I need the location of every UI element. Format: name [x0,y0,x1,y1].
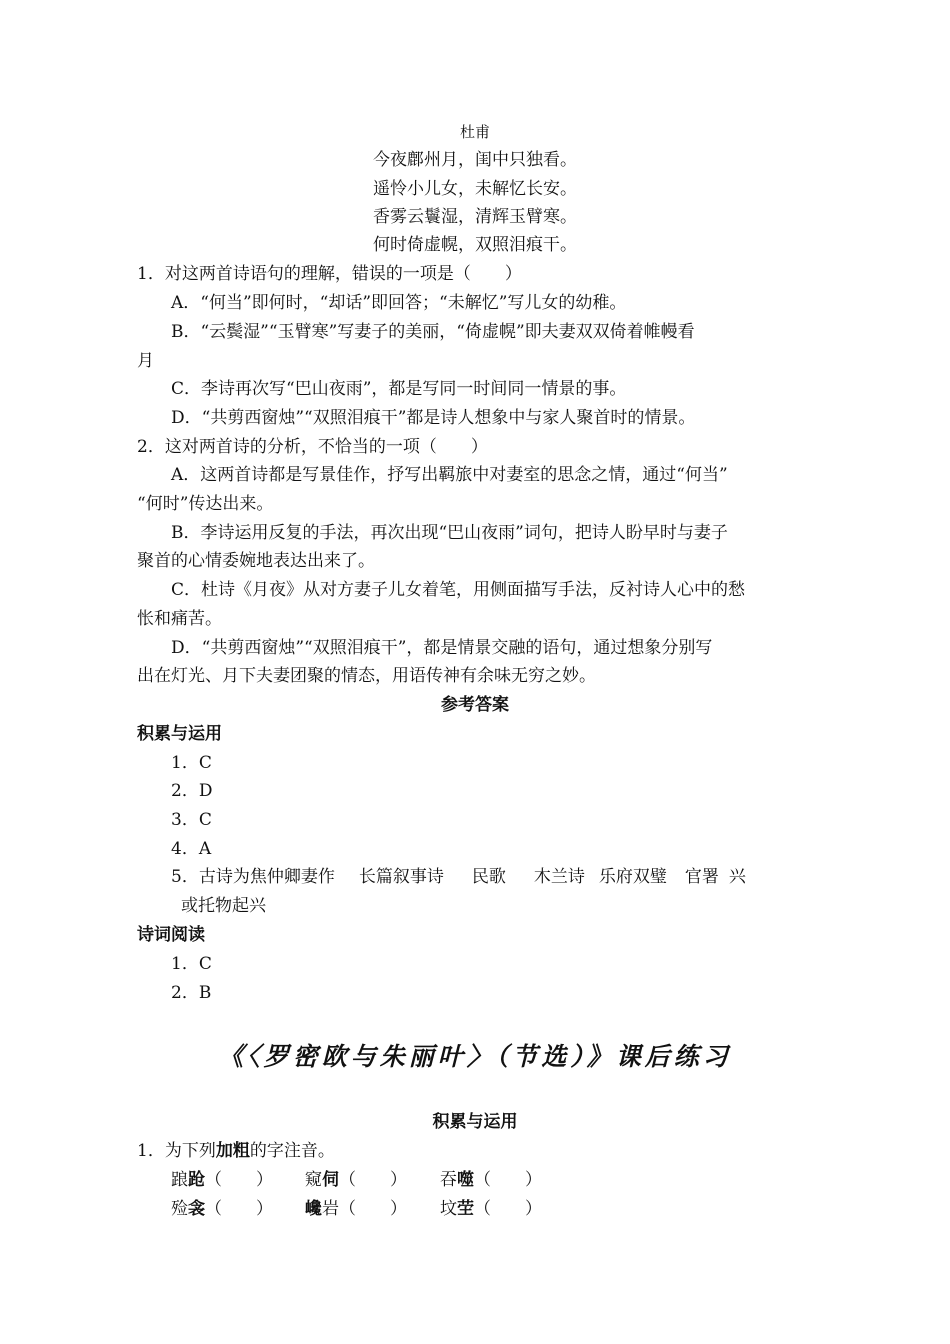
option-d: D．“共剪西窗烛”“双照泪痕干”都是诗人想象中与家人聚首时的情景。 [171,408,696,428]
option-c: C．杜诗《月夜》从对方妻子儿女着笔，用侧面描写手法，反衬诗人心中的愁 [171,580,746,600]
answer-item-5 [171,865,746,889]
answer-part: 官署 [684,867,719,887]
poem-line: 香雾云鬟湿，清辉玉臂寒。 [373,207,577,227]
pinyin-item: 吞噬（ ） [440,1170,542,1190]
answer-item: 1．C [171,954,212,974]
option-b-continued: 月 [137,351,154,371]
pinyin-item: 窥伺（ ） [305,1170,407,1190]
option-d-continued: 出在灯光、月下夫妻团聚的情态，用语传神有余味无穷之妙。 [137,666,596,686]
poem-line: 何时倚虚幌，双照泪痕干。 [373,235,577,255]
option-c-continued: 怅和痛苦。 [137,609,222,629]
poem-line: 遥怜小儿女，未解忆长安。 [373,179,577,199]
answer-part: 木兰诗 [533,867,585,887]
answers-section-title: 积累与运用 [137,724,222,744]
answer-item: 4．A [171,839,212,859]
option-a-continued: “何时”传达出来。 [137,494,274,514]
answer-part: 古诗为焦仲卿妻作 [198,867,335,887]
option-c: C．李诗再次写“巴山夜雨”，都是写同一时间同一情景的事。 [171,379,627,399]
option-a: A．这两首诗都是写景佳作，抒写出羁旅中对妻室的思念之情，通过“何当” [171,465,728,485]
bold-keyword: 加粗 [215,1141,250,1161]
poem-author: 杜甫 [459,123,490,141]
option-d: D．“共剪西窗烛”“双照泪痕干”，都是情景交融的语句，通过想象分别写 [171,638,713,658]
section-title: 积累与运用 [432,1112,518,1132]
answer-part: 长篇叙事诗 [358,867,444,887]
answer-number: 5． [171,867,199,887]
answer-part: 乐府双璧 [598,867,667,887]
lesson-title: 《〈罗密欧与朱丽叶〉（节选）》课后练习 [218,1042,732,1071]
poem-line: 今夜鄜州月，闺中只独看。 [373,150,577,170]
answers-heading: 参考答案 [441,695,509,715]
pinyin-item: 殓衾（ ） [171,1199,273,1219]
option-b: B．李诗运用反复的手法，再次出现“巴山夜雨”词句，把诗人盼早时与妻子 [171,523,728,543]
question-stem: 1．为下列加粗的字注音。 [137,1141,335,1161]
answers-section-title: 诗词阅读 [137,925,205,945]
answer-part: 兴 [728,867,746,887]
answer-item: 3．C [171,810,212,830]
question-stem: 1．对这两首诗语句的理解，错误的一项是（ ） [137,264,522,284]
question-stem: 2．这对两首诗的分析，不恰当的一项（ ） [137,437,488,457]
answer-item: 2．D [171,781,213,801]
pinyin-item: 巉岩（ ） [305,1199,407,1219]
pinyin-item: 坟茔（ ） [440,1199,542,1219]
answer-item: 1．C [171,753,212,773]
pinyin-item: 踉跄（ ） [171,1170,273,1190]
answer-item-5-continued: 或托物起兴 [181,896,266,916]
option-b: B．“云鬓湿”“玉臂寒”写妻子的美丽，“倚虚幌”即夫妻双双倚着帷幔看 [171,322,695,342]
answer-item: 2．B [171,983,212,1003]
answer-part: 民歌 [471,867,506,887]
option-a: A．“何当”即何时，“却话”即回答；“未解忆”写儿女的幼稚。 [171,293,627,313]
option-b-continued: 聚首的心情委婉地表达出来了。 [137,551,375,571]
